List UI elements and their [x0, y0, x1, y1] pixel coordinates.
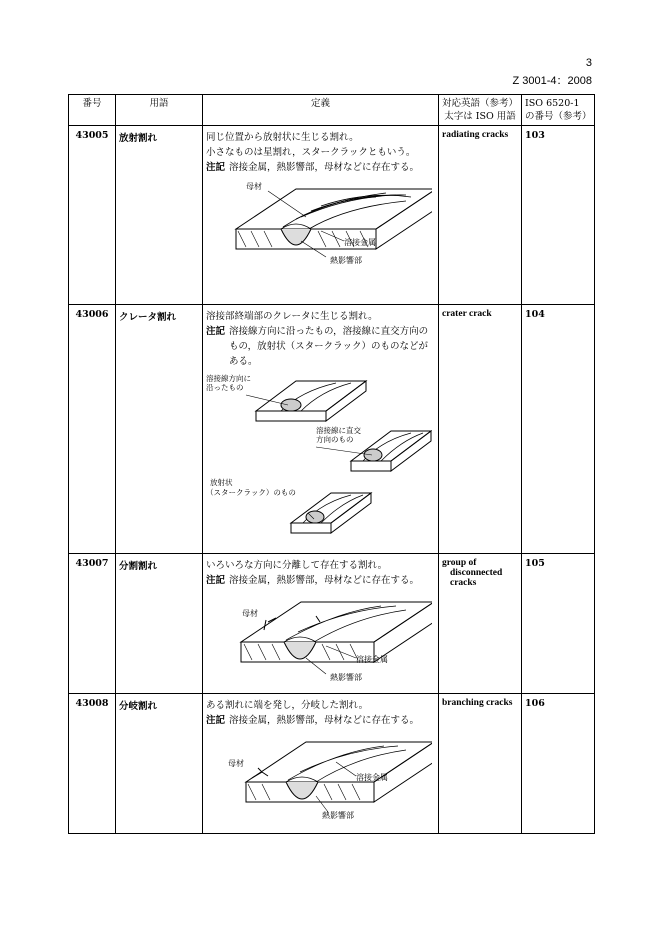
term-number: 43008 — [69, 694, 116, 834]
definition — [203, 126, 439, 305]
header-row — [69, 95, 595, 126]
note — [206, 713, 435, 728]
header-iso: ISO 6520-1 の番号（参考） — [522, 95, 595, 126]
fig-label-base: 母材 — [228, 759, 244, 768]
term-number: 43007 — [69, 554, 116, 694]
definition-text: 小さなものは星割れ，スタークラックともいう。 — [206, 147, 416, 158]
fig-label-base: 母材 — [246, 182, 262, 191]
note-label: 注記 — [206, 715, 226, 726]
note-text: 溶接金属，熱影響部，母材などに存在する。 — [229, 162, 420, 173]
english-term-line: cracks — [450, 578, 477, 588]
fig-label-weld: 溶接金属 — [356, 773, 388, 782]
definition — [203, 305, 439, 554]
fig-label-weld: 溶接金属 — [344, 238, 376, 247]
english-term — [439, 554, 522, 694]
table-row — [69, 305, 595, 554]
term-name: 放射割れ — [116, 126, 203, 305]
note-label: 注記 — [206, 326, 226, 337]
fig-label-radial: （スタークラック）のもの — [206, 488, 296, 497]
term-number: 43006 — [69, 305, 116, 554]
term-name: クレータ割れ — [116, 305, 203, 554]
note-label: 注記 — [206, 162, 226, 173]
iso-number: 104 — [522, 305, 595, 554]
english-term: crater crack — [439, 305, 522, 554]
iso-number: 106 — [522, 694, 595, 834]
note — [206, 160, 435, 175]
header-definition: 定義 — [203, 95, 439, 126]
fig-label-weld: 溶接金属 — [356, 655, 388, 664]
term-name: 分岐割れ — [116, 694, 203, 834]
terms-table — [68, 94, 595, 834]
standard-id: Z 3001-4：2008 — [512, 75, 592, 87]
iso-number: 105 — [522, 554, 595, 694]
table-row — [69, 554, 595, 694]
fig-label-haz: 熱影響部 — [330, 256, 362, 265]
english-term-line: group of — [442, 558, 477, 568]
definition-text: いろいろな方向に分離して存在する割れ。 — [206, 560, 388, 571]
fig-label-base: 母材 — [242, 609, 258, 618]
group-crack-figure — [206, 592, 432, 684]
english-term-line: disconnected — [450, 568, 503, 578]
fig-label-cross: 溶接線に直交 — [316, 426, 361, 435]
crater-crack-figure — [206, 373, 432, 541]
table-row — [69, 126, 595, 305]
branching-crack-figure — [206, 732, 432, 824]
table-row — [69, 694, 595, 834]
iso-number: 103 — [522, 126, 595, 305]
fig-label-haz: 熱影響部 — [330, 673, 362, 682]
note-text: 溶接金属，熱影響部，母材などに存在する。 — [229, 715, 420, 726]
fig-label-haz: 熱影響部 — [322, 811, 354, 820]
note — [206, 324, 435, 369]
fig-label-cross: 方向のもの — [316, 435, 354, 444]
header-english: 対応英語（参考）太字は ISO 用語 — [439, 95, 522, 126]
note-label: 注記 — [206, 575, 226, 586]
header-num: 番号 — [69, 95, 116, 126]
definition — [203, 554, 439, 694]
fig-label-along: 溶接線方向に — [206, 374, 251, 383]
note — [206, 573, 435, 588]
note-text: 溶接金属，熱影響部，母材などに存在する。 — [229, 575, 420, 586]
fig-label-radial: 放射状 — [210, 478, 233, 487]
definition-text: 溶接部終端部のクレータに生じる割れ。 — [206, 311, 378, 322]
note-text: 溶接線方向に沿ったもの，溶接線に直交方向のもの，放射状（スタークラック）のものなどがある。 — [229, 326, 429, 367]
header-term: 用語 — [116, 95, 203, 126]
definition-text: ある割れに端を発し，分岐した割れ。 — [206, 700, 369, 711]
definition — [203, 694, 439, 834]
english-term: radiating cracks — [439, 126, 522, 305]
radiating-crack-figure — [206, 179, 432, 269]
page-number: 3 — [585, 57, 592, 69]
english-term: branching cracks — [439, 694, 522, 834]
fig-label-along: 沿ったもの — [206, 383, 244, 392]
definition-text: 同じ位置から放射状に生じる割れ。 — [206, 132, 359, 143]
term-name: 分割割れ — [116, 554, 203, 694]
term-number: 43005 — [69, 126, 116, 305]
